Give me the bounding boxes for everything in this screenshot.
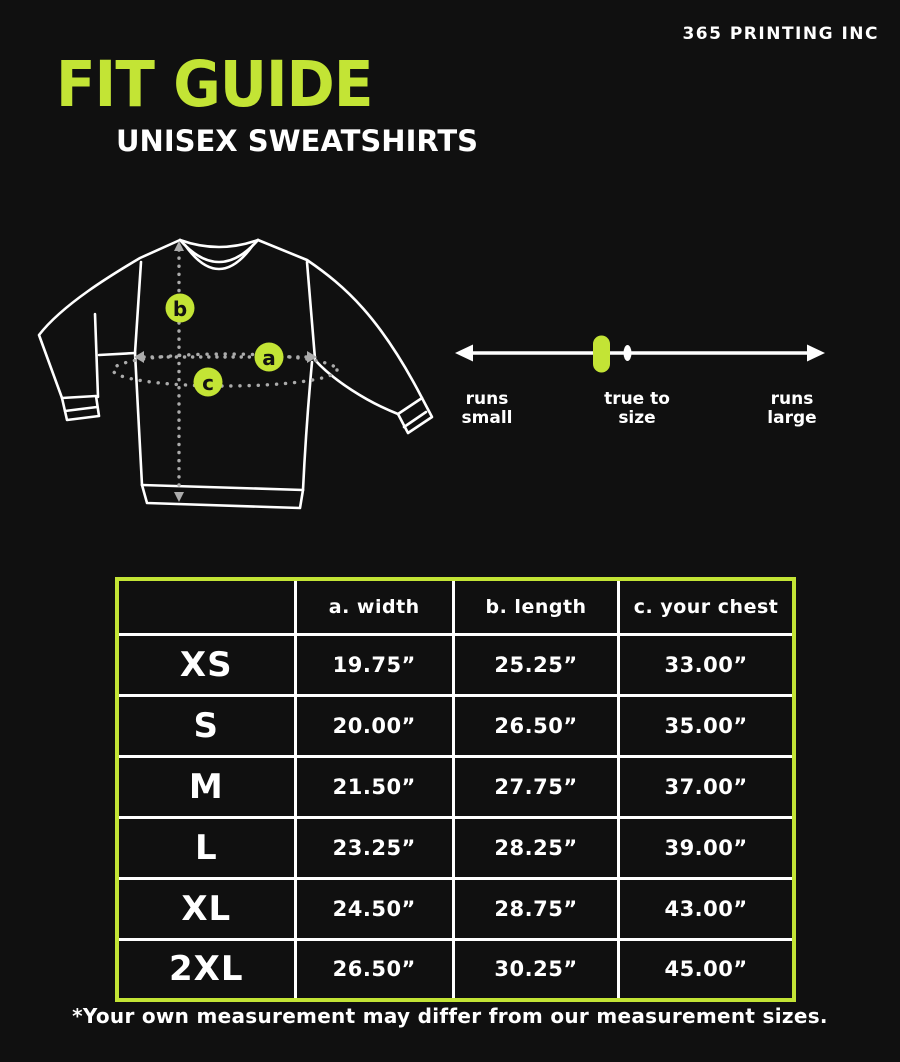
table-row-m (117, 756, 794, 817)
width-value: 20.00” (295, 695, 453, 756)
table-row-2xl (117, 939, 794, 1000)
width-value: 23.25” (295, 817, 453, 878)
fit-scale-arrow-icon (455, 345, 825, 362)
size-label: S (117, 695, 295, 756)
size-label: M (117, 756, 295, 817)
fit-indicator-marker (593, 336, 610, 373)
chest-value: 39.00” (619, 817, 794, 878)
table-header-row (117, 579, 794, 634)
size-label: XL (117, 878, 295, 939)
chest-guide-ellipse (113, 354, 337, 386)
page-subtitle: UNISEX SWEATSHIRTS (116, 124, 479, 158)
sweatshirt-diagram (25, 222, 445, 522)
size-label: L (117, 817, 295, 878)
measurement-disclaimer: *Your own measurement may differ from our measurement sizes. (72, 1004, 828, 1028)
fit-scale (450, 325, 830, 381)
runs-small-label: runs small (461, 389, 513, 428)
chest-value: 33.00” (619, 634, 794, 695)
length-value: 28.75” (453, 878, 618, 939)
measurement-guides (113, 250, 337, 493)
marker-b-label: b (172, 297, 188, 321)
sweatshirt-outline-icon (39, 240, 432, 508)
fit-scale-labels (450, 390, 830, 436)
table-row-l (117, 817, 794, 878)
width-value: 21.50” (295, 756, 453, 817)
table-row-xs (117, 634, 794, 695)
marker-c-label: c (202, 371, 214, 395)
chest-value: 43.00” (619, 878, 794, 939)
chest-value: 37.00” (619, 756, 794, 817)
size-label: 2XL (117, 939, 295, 1000)
column-header-chest: c. your chest (619, 579, 794, 634)
size-table (115, 577, 796, 1002)
length-value: 30.25” (453, 939, 618, 1000)
marker-badges (166, 294, 284, 397)
center-tick-dot (624, 345, 632, 361)
runs-large-label: runs large (767, 389, 817, 428)
guide-arrowheads (134, 241, 317, 502)
column-header-length: b. length (453, 579, 618, 634)
length-value: 28.25” (453, 817, 618, 878)
width-value: 24.50” (295, 878, 453, 939)
chest-value: 45.00” (619, 939, 794, 1000)
marker-a-label: a (262, 346, 276, 370)
size-label: XS (117, 634, 295, 695)
width-value: 19.75” (295, 634, 453, 695)
brand-name: 365 PRINTING INC (682, 24, 879, 44)
table-row-s (117, 695, 794, 756)
length-value: 25.25” (453, 634, 618, 695)
column-header-size (117, 579, 295, 634)
column-header-width: a. width (295, 579, 453, 634)
true-to-size-label: true to size (604, 389, 670, 428)
length-value: 27.75” (453, 756, 618, 817)
chest-value: 35.00” (619, 695, 794, 756)
table-row-xl (117, 878, 794, 939)
width-value: 26.50” (295, 939, 453, 1000)
length-value: 26.50” (453, 695, 618, 756)
page-title: FIT GUIDE (56, 48, 373, 121)
